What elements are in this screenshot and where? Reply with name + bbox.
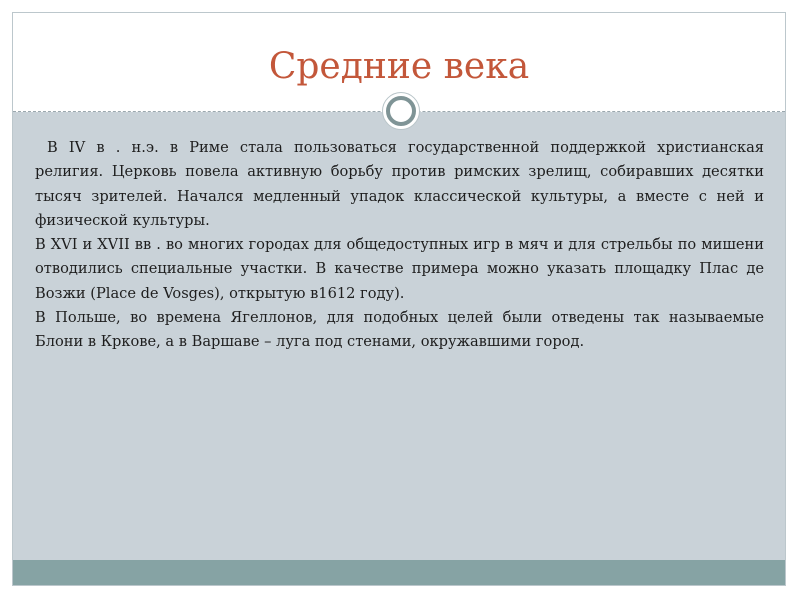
paragraph-poland: В Польше, во времена Ягеллонов, для подобных целей были отведены так называемые Блони в Кркове, а в Варшаве – луга под стенами, окружавшими город. (35, 309, 764, 351)
paragraph-rome: В IV в . н.э. в Риме стала пользоваться государственной поддержкой христианская религия. Церковь повела активную борьбу против римских зрелищ, собиравших десятки тысяч зрителей. Начался медленный упадок классической культуры, а вместе с ней и физической культуры. (35, 139, 764, 229)
content-panel (13, 112, 785, 560)
slide-title: Средние века (268, 46, 530, 87)
ring-ornament-inner (386, 96, 416, 126)
slide-body-text (35, 136, 764, 355)
footer-bar (13, 560, 785, 585)
paragraph-16-17-centuries: В XVI и XVII вв . во многих городах для общедоступных игр в мяч и для стрельбы по мишени отводились специальные участки. В качестве примера можно указать площадку Плас де Возжи (Place de Vosges), открытую в1612 году). (35, 236, 764, 302)
slide (12, 12, 786, 586)
ring-ornament-icon (382, 92, 420, 130)
